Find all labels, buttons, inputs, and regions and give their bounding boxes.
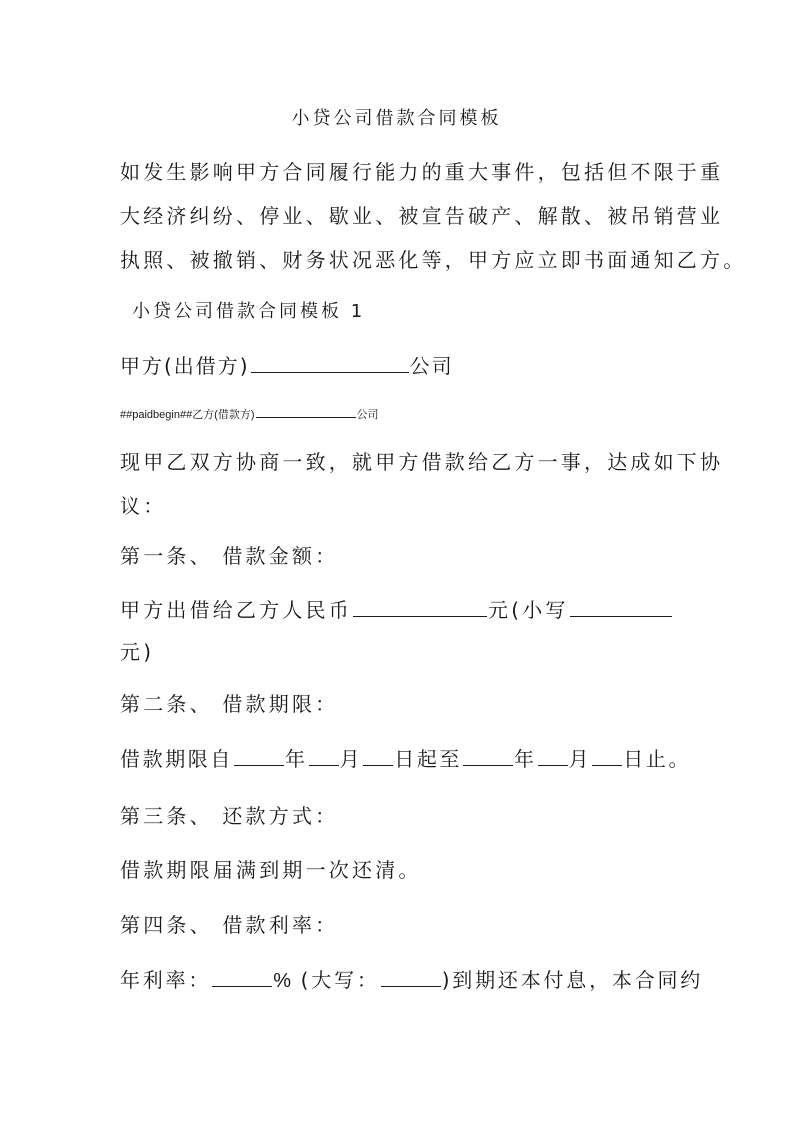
intro-line-2: 大经济纠纷、停业、歇业、被宣告破产、解散、被吊销营业 <box>120 204 724 228</box>
intro-line-1: 如发生影响甲方合同履行能力的重大事件，包括但不限于重 <box>120 160 724 184</box>
article-1-text-end: 元) <box>120 640 155 664</box>
paid-marker: ##paidbegin## <box>120 409 193 421</box>
party-a-label: 甲方(出借方) <box>120 354 250 378</box>
rate-daxie-blank <box>381 968 441 987</box>
start-month-blank <box>309 747 339 766</box>
party-b-suffix: 公司 <box>356 409 379 421</box>
party-a-line <box>120 354 454 378</box>
year-label: 年 <box>285 747 308 771</box>
article-3-heading: 第三条、 还款方式： <box>120 804 339 828</box>
document-title: 小贷公司借款合同模板 <box>291 108 502 129</box>
day-to-label: 日止。 <box>623 747 692 771</box>
article-2-heading: 第二条、 借款期限： <box>120 692 339 716</box>
rate-daxie-label: (大写： <box>300 968 380 992</box>
day-from-label: 日起至 <box>394 747 463 771</box>
year2-label: 年 <box>514 747 537 771</box>
party-b-line <box>120 403 379 427</box>
article-1-heading: 第一条、 借款金额： <box>120 544 339 568</box>
party-a-suffix: 公司 <box>409 354 454 378</box>
rate-blank <box>212 968 272 987</box>
article-1-text <box>120 598 673 622</box>
article-4-heading: 第四条、 借款利率： <box>120 913 339 937</box>
agreement-line-2: 议： <box>120 494 167 518</box>
amount-prefix: 甲方出借给乙方人民币 <box>120 598 352 622</box>
amount-uppercase-blank <box>353 598 487 617</box>
month2-label: 月 <box>568 747 592 771</box>
rate-suffix: )到期还本付息，本合同约 <box>441 968 704 992</box>
party-b-blank <box>256 407 356 418</box>
article-4-text <box>120 968 703 993</box>
term-prefix: 借款期限自 <box>120 747 233 771</box>
party-b-label: 乙方(借款方) <box>192 409 255 421</box>
amount-lowercase-blank <box>570 598 672 617</box>
start-year-blank <box>234 747 284 766</box>
party-a-blank <box>251 354 409 373</box>
agreement-line-1: 现甲乙双方协商一致，就甲方借款给乙方一事，达成如下协 <box>120 450 724 474</box>
percent-sign: % <box>273 970 292 992</box>
amount-mid: 元(小写 <box>488 598 569 622</box>
end-year-blank <box>463 747 513 766</box>
article-2-text <box>120 747 691 771</box>
end-month-blank <box>538 747 568 766</box>
intro-line-3: 执照、被撤销、财务状况恶化等，甲方应立即书面通知乙方。 <box>120 248 747 272</box>
end-day-blank <box>592 747 622 766</box>
section-subtitle: 小贷公司借款合同模板 1 <box>132 301 366 322</box>
article-3-text: 借款期限届满到期一次还清。 <box>120 858 422 882</box>
rate-prefix: 年利率： <box>120 968 212 992</box>
month-label: 月 <box>339 747 363 771</box>
start-day-blank <box>363 747 393 766</box>
